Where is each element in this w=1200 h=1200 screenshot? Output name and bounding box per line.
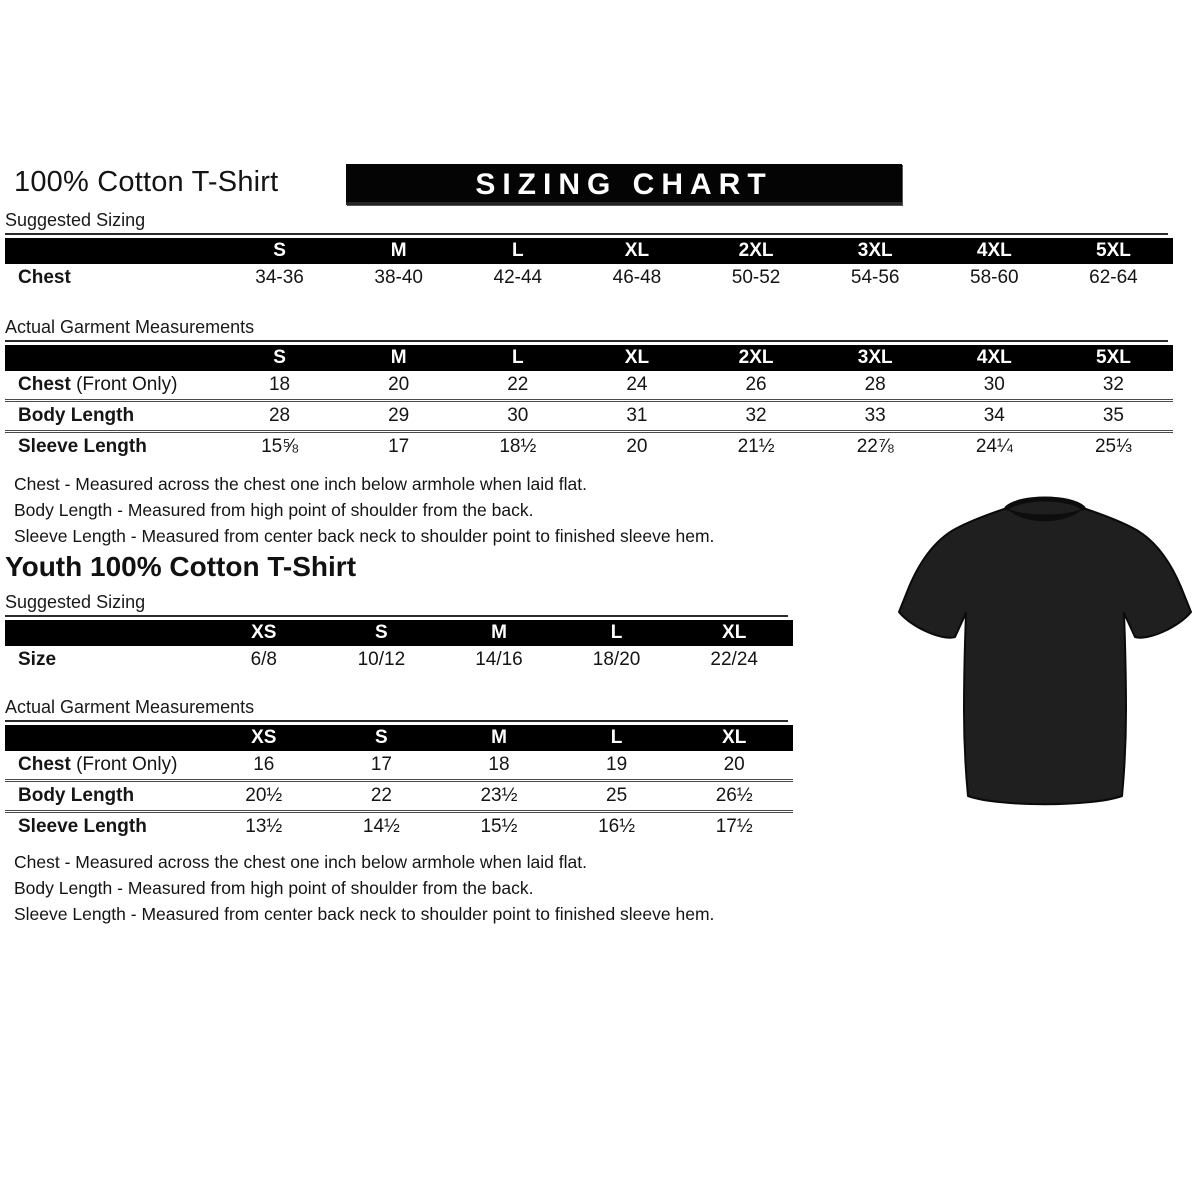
size-column-header: XL bbox=[675, 620, 793, 646]
size-column-header: M bbox=[440, 725, 558, 751]
measurement-value: 14½ bbox=[323, 812, 441, 842]
size-column-header: XL bbox=[675, 725, 793, 751]
size-column-header: XL bbox=[577, 238, 696, 264]
table-row bbox=[5, 371, 1173, 401]
size-column-header: M bbox=[339, 345, 458, 371]
table-header-row bbox=[5, 725, 793, 751]
row-label bbox=[5, 646, 205, 674]
youth-section-title: Youth 100% Cotton T-Shirt bbox=[5, 551, 357, 582]
measurement-value: 20 bbox=[723, 754, 745, 775]
table-row bbox=[5, 646, 793, 674]
size-column-header: M bbox=[440, 620, 558, 646]
size-column-header: L bbox=[558, 620, 676, 646]
table-header-row bbox=[5, 345, 1173, 371]
measurement-value: 34 bbox=[935, 401, 1054, 432]
measurement-value: 30 bbox=[458, 401, 577, 432]
measurement-value: 32 bbox=[1102, 374, 1124, 395]
row-label bbox=[5, 781, 205, 812]
measurement-value: 62-64 bbox=[1089, 267, 1138, 288]
measurement-value: 13½ bbox=[205, 812, 323, 842]
row-label bbox=[5, 432, 220, 462]
youth-measurement-notes bbox=[14, 849, 1180, 927]
measurement-value: 54-56 bbox=[850, 267, 900, 288]
header bbox=[0, 164, 1180, 211]
measurement-value: 33 bbox=[816, 401, 935, 432]
adult-actual-measurements-label: Actual Garment Measurements bbox=[5, 318, 1168, 342]
measurement-value: 22⅞ bbox=[816, 432, 935, 462]
adult-actual-measurements-table bbox=[5, 345, 1173, 461]
measurement-value: 18 bbox=[268, 374, 291, 395]
row-label bbox=[5, 371, 220, 401]
measurement-value: 14/16 bbox=[475, 649, 523, 670]
table-row bbox=[5, 401, 1173, 432]
row-label bbox=[5, 812, 205, 842]
size-column-header: S bbox=[323, 725, 441, 751]
size-column-header-blank bbox=[5, 345, 220, 371]
table-row bbox=[5, 812, 793, 842]
table-row bbox=[5, 432, 1173, 462]
measurement-value: 38-40 bbox=[374, 267, 423, 288]
size-column-header: 3XL bbox=[816, 238, 935, 264]
size-column-header: 4XL bbox=[935, 345, 1054, 371]
size-column-header: 5XL bbox=[1054, 238, 1173, 264]
measurement-value: 26 bbox=[745, 374, 767, 395]
note-chest: Chest - Measured across the chest one inch below armhole when laid flat. bbox=[14, 474, 587, 494]
measurement-value: 25⅓ bbox=[1054, 432, 1173, 462]
measurement-value: 28 bbox=[220, 401, 339, 432]
row-label bbox=[5, 401, 220, 432]
note-sleeve-length: Sleeve Length - Measured from center back neck to shoulder point to finished sleeve hem. bbox=[14, 904, 715, 924]
tshirt-body-shape bbox=[899, 499, 1191, 804]
adult-suggested-sizing-label: Suggested Sizing bbox=[5, 211, 1168, 235]
measurement-value: 30 bbox=[983, 374, 1005, 395]
size-column-header: S bbox=[220, 345, 339, 371]
measurement-value: 25 bbox=[558, 781, 676, 812]
row-label-text: Sleeve Length bbox=[18, 816, 147, 837]
size-column-header: XL bbox=[577, 345, 696, 371]
measurement-value: 26½ bbox=[675, 781, 793, 812]
row-label-text: Size bbox=[18, 649, 57, 670]
table-header-row bbox=[5, 620, 793, 646]
row-label-text: Body Length bbox=[18, 785, 135, 806]
measurement-value: 24¼ bbox=[935, 432, 1054, 462]
measurement-value: 15⅝ bbox=[220, 432, 339, 462]
size-column-header: 5XL bbox=[1054, 345, 1173, 371]
measurement-value: 50-52 bbox=[731, 267, 781, 288]
measurement-value: 21½ bbox=[697, 432, 816, 462]
size-column-header: XS bbox=[205, 725, 323, 751]
measurement-value: 18/20 bbox=[592, 649, 641, 670]
row-label-text: Body Length bbox=[18, 405, 135, 426]
measurement-value: 29 bbox=[339, 401, 458, 432]
table-header-row bbox=[5, 238, 1173, 264]
size-column-header: 2XL bbox=[697, 345, 816, 371]
page-title: 100% Cotton T-Shirt bbox=[14, 166, 279, 198]
measurement-value: 17 bbox=[370, 754, 392, 775]
row-label-suffix: (Front Only) bbox=[70, 374, 178, 395]
note-body-length: Body Length - Measured from high point of shoulder from the back. bbox=[14, 500, 534, 520]
table-row bbox=[5, 264, 1173, 292]
measurement-value: 18½ bbox=[458, 432, 577, 462]
measurement-value: 34-36 bbox=[255, 267, 304, 288]
youth-suggested-sizing-table bbox=[5, 620, 793, 674]
table-row bbox=[5, 751, 793, 781]
row-label-text: Chest bbox=[18, 374, 71, 395]
size-column-header: 4XL bbox=[935, 238, 1054, 264]
note-chest: Chest - Measured across the chest one inch below armhole when laid flat. bbox=[14, 852, 587, 872]
measurement-value: 16½ bbox=[558, 812, 676, 842]
size-column-header: XS bbox=[205, 620, 323, 646]
table-row bbox=[5, 781, 793, 812]
measurement-value: 28 bbox=[864, 374, 886, 395]
row-label-suffix: (Front Only) bbox=[70, 754, 178, 775]
row-label-text: Chest bbox=[18, 267, 71, 288]
row-label bbox=[5, 751, 205, 781]
measurement-value: 19 bbox=[606, 754, 628, 775]
measurement-value: 32 bbox=[697, 401, 816, 432]
measurement-value: 22 bbox=[507, 374, 529, 395]
size-column-header: L bbox=[458, 345, 577, 371]
measurement-value: 20 bbox=[577, 432, 696, 462]
tshirt-image bbox=[895, 478, 1195, 812]
measurement-value: 46-48 bbox=[612, 267, 662, 288]
size-column-header: 3XL bbox=[816, 345, 935, 371]
size-column-header: L bbox=[458, 238, 577, 264]
measurement-value: 22 bbox=[323, 781, 441, 812]
size-column-header-blank bbox=[5, 725, 205, 751]
measurement-value: 16 bbox=[253, 754, 275, 775]
size-column-header-blank bbox=[5, 238, 220, 264]
measurement-value: 15½ bbox=[440, 812, 558, 842]
measurement-value: 6/8 bbox=[250, 649, 277, 670]
measurement-value: 35 bbox=[1054, 401, 1173, 432]
youth-suggested-sizing-label: Suggested Sizing bbox=[5, 593, 788, 617]
measurement-value: 31 bbox=[577, 401, 696, 432]
measurement-value: 20½ bbox=[205, 781, 323, 812]
measurement-value: 18 bbox=[488, 754, 510, 775]
measurement-value: 10/12 bbox=[357, 649, 406, 670]
youth-actual-measurements-label: Actual Garment Measurements bbox=[5, 698, 788, 722]
size-column-header: L bbox=[558, 725, 676, 751]
size-column-header: S bbox=[220, 238, 339, 264]
measurement-value: 17½ bbox=[675, 812, 793, 842]
measurement-value: 20 bbox=[388, 374, 410, 395]
youth-actual-measurements-table bbox=[5, 725, 793, 841]
measurement-value: 22/24 bbox=[710, 649, 758, 670]
size-column-header-blank bbox=[5, 620, 205, 646]
row-label-text: Sleeve Length bbox=[18, 436, 147, 457]
size-column-header: 2XL bbox=[697, 238, 816, 264]
adult-suggested-sizing-table bbox=[5, 238, 1173, 292]
sizing-chart-banner: SIZING CHART bbox=[346, 164, 902, 205]
row-label bbox=[5, 264, 220, 292]
measurement-value: 17 bbox=[339, 432, 458, 462]
measurement-value: 42-44 bbox=[493, 267, 543, 288]
row-label-text: Chest bbox=[18, 754, 71, 775]
size-column-header: M bbox=[339, 238, 458, 264]
measurement-value: 23½ bbox=[440, 781, 558, 812]
note-sleeve-length: Sleeve Length - Measured from center back neck to shoulder point to finished sleeve hem. bbox=[14, 526, 715, 546]
size-column-header: S bbox=[323, 620, 441, 646]
measurement-value: 58-60 bbox=[970, 267, 1019, 288]
note-body-length: Body Length - Measured from high point of shoulder from the back. bbox=[14, 878, 534, 898]
measurement-value: 24 bbox=[626, 374, 648, 395]
